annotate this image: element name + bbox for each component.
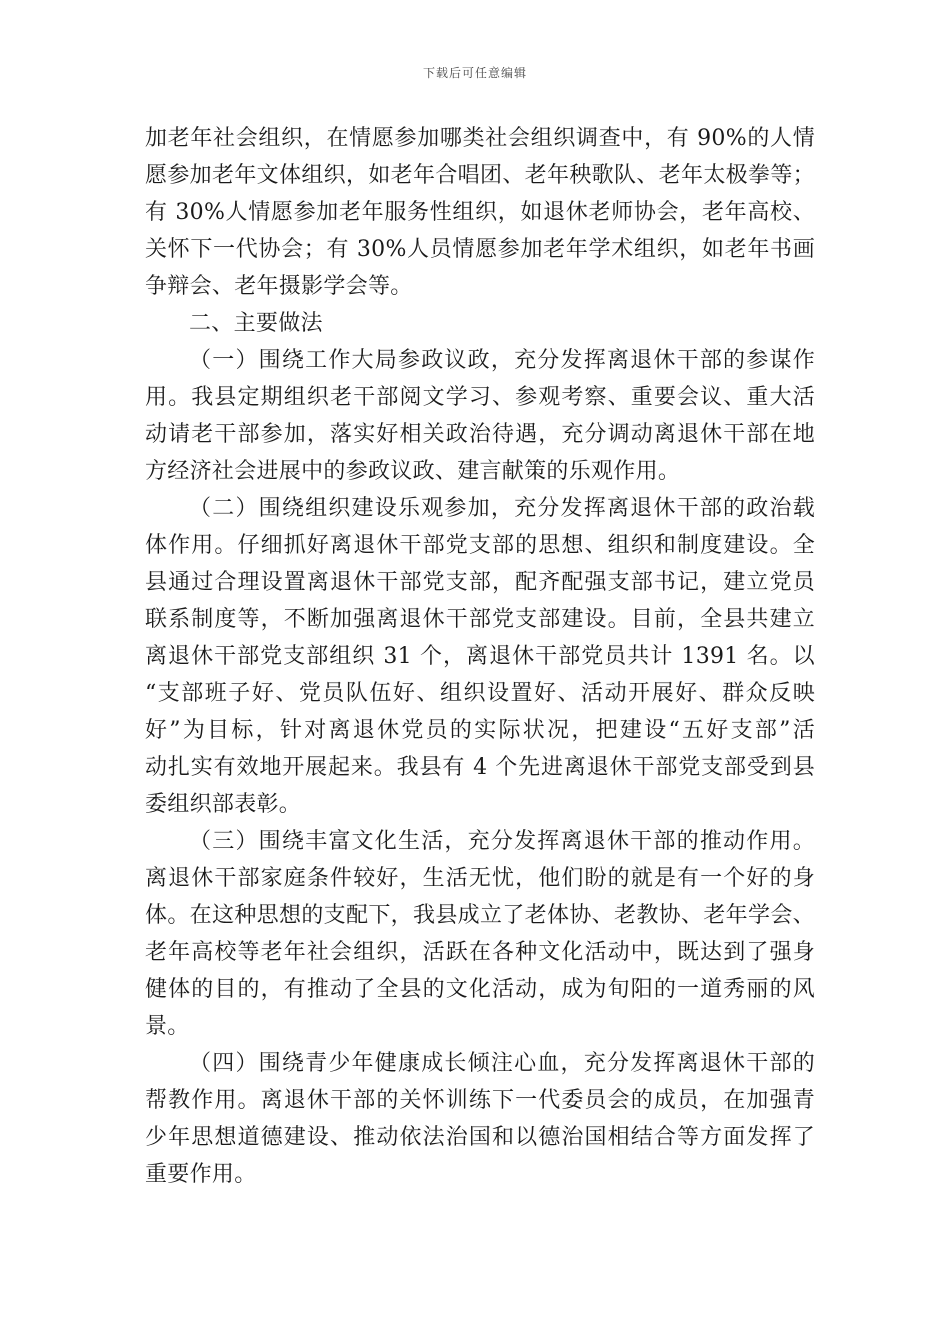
paragraph-line: 县通过合理设置离退休干部党支部，配齐配强支部书记，建立党员 xyxy=(145,570,815,595)
paragraph-line: 关怀下一代协会；有 30%人员情愿参加老年学术组织，如老年书画 xyxy=(145,237,815,262)
paragraph-line: 老年高校等老年社会组织，活跃在各种文化活动中，既达到了强身 xyxy=(145,940,815,965)
paragraph-line: “支部班子好、党员队伍好、组织设置好、活动开展好、群众反映 xyxy=(145,681,815,706)
paragraph-line: 离退休干部党支部组织 31 个，离退休干部党员共计 1391 名。以 xyxy=(145,644,815,669)
paragraph-line: 体作用。仔细抓好离退休干部党支部的思想、组织和制度建设。全 xyxy=(145,533,815,558)
paragraph-line: 有 30%人情愿参加老年服务性组织，如退休老师协会，老年高校、 xyxy=(145,200,815,225)
paragraph-line: 动扎实有效地开展起来。我县有 4 个先进离退休干部党支部受到县 xyxy=(145,755,815,780)
paragraph-line: 离退休干部家庭条件较好，生活无忧，他们盼的就是有一个好的身 xyxy=(145,866,815,891)
paragraph-first-line: 二、主要做法 xyxy=(189,311,323,336)
paragraph-first-line: （一）围绕工作大局参政议政，充分发挥离退休干部的参谋作 xyxy=(189,348,815,373)
paragraph-line: 委组织部表彰。 xyxy=(145,792,302,817)
paragraph-line: 方经济社会进展中的参政议政、建言献策的乐观作用。 xyxy=(145,459,681,484)
paragraph-line: 争辩会、老年摄影学会等。 xyxy=(145,274,413,299)
paragraph-line: 联系制度等，不断加强离退休干部党支部建设。目前，全县共建立 xyxy=(145,607,815,632)
paragraph-line: 体。在这种思想的支配下，我县成立了老体协、老教协、老年学会、 xyxy=(145,903,815,928)
paragraph-line: 愿参加老年文体组织，如老年合唱团、老年秧歌队、老年太极拳等； xyxy=(145,163,815,188)
paragraph-first-line: （三）围绕丰富文化生活，充分发挥离退休干部的推动作用。 xyxy=(189,829,815,854)
paragraph-line: 重要作用。 xyxy=(145,1162,257,1187)
paragraph-line: 景。 xyxy=(145,1014,190,1039)
paragraph-line: 加老年社会组织，在情愿参加哪类社会组织调查中，有 90%的人情 xyxy=(145,126,815,151)
paragraph-line: 好”为目标，针对离退休党员的实际状况，把建设“五好支部”活 xyxy=(145,718,815,743)
paragraph-line: 帮教作用。离退休干部的关怀训练下一代委员会的成员，在加强青 xyxy=(145,1088,815,1113)
document-body xyxy=(145,120,815,1193)
paragraph-line: 少年思想道德建设、推动依法治国和以德治国相结合等方面发挥了 xyxy=(145,1125,815,1150)
paragraph-line: 健体的目的，有推动了全县的文化活动，成为旬阳的一道秀丽的风 xyxy=(145,977,815,1002)
paragraph-line: 动请老干部参加，落实好相关政治待遇，充分调动离退休干部在地 xyxy=(145,422,815,447)
paragraph-first-line: （二）围绕组织建设乐观参加，充分发挥离退休干部的政治载 xyxy=(189,496,815,521)
page-header: 下载后可任意编辑 xyxy=(422,66,527,80)
paragraph-first-line: （四）围绕青少年健康成长倾注心血，充分发挥离退休干部的 xyxy=(189,1051,815,1076)
paragraph-line: 用。我县定期组织老干部阅文学习、参观考察、重要会议、重大活 xyxy=(145,385,815,410)
